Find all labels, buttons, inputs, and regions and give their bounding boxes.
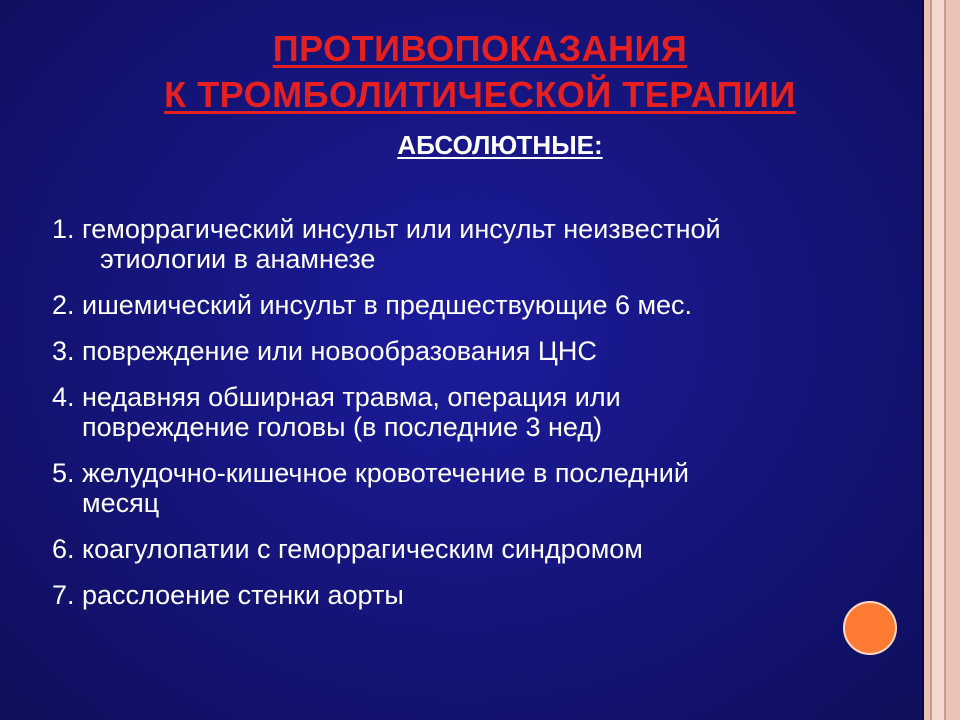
list-item bbox=[52, 382, 872, 442]
list-item bbox=[52, 290, 872, 320]
list-item-number: 7. bbox=[52, 580, 75, 610]
list-item-number: 6. bbox=[52, 534, 75, 564]
list-item-number: 2. bbox=[52, 290, 75, 320]
list-item bbox=[52, 534, 872, 564]
slide-title-line2: К ТРОМБОЛИТИЧЕСКОЙ ТЕРАПИИ bbox=[164, 74, 796, 115]
list-item-text: коагулопатии с геморрагическим синдромом bbox=[82, 534, 643, 564]
list-item-number: 3. bbox=[52, 336, 75, 366]
list-item-line: этиологии в анамнезе bbox=[100, 244, 376, 274]
slide-title-line1: ПРОТИВОПОКАЗАНИЯ bbox=[272, 28, 688, 69]
orange-circle-icon bbox=[828, 600, 912, 656]
list-item bbox=[52, 458, 872, 518]
list-item-line: желудочно-кишечное кровотечение в последний bbox=[82, 458, 689, 488]
list-item bbox=[52, 336, 872, 366]
list-item-text bbox=[82, 458, 872, 518]
slide-subtitle: АБСОЛЮТНЫЕ: bbox=[397, 130, 603, 160]
contraindication-list bbox=[52, 214, 872, 626]
list-item-text: расслоение стенки аорты bbox=[82, 580, 404, 610]
list-item bbox=[52, 214, 872, 274]
list-item-text bbox=[82, 214, 872, 274]
list-item-number: 4. bbox=[52, 382, 75, 412]
list-item-line: месяц bbox=[82, 488, 160, 518]
list-item-text: ишемический инсульт в предшествующие 6 мес. bbox=[82, 290, 693, 320]
list-item-line: недавняя обширная травма, операция или bbox=[82, 382, 621, 412]
list-item-number: 5. bbox=[52, 458, 75, 488]
list-item-text: повреждение или новообразования ЦНС bbox=[82, 336, 597, 366]
list-item bbox=[52, 580, 872, 610]
list-item-text bbox=[82, 382, 872, 442]
list-item-line: геморрагический инсульт или инсульт неизвестной bbox=[82, 214, 721, 244]
list-item-line: повреждение головы (в последние 3 нед) bbox=[82, 412, 603, 442]
list-item-number: 1. bbox=[52, 214, 75, 244]
